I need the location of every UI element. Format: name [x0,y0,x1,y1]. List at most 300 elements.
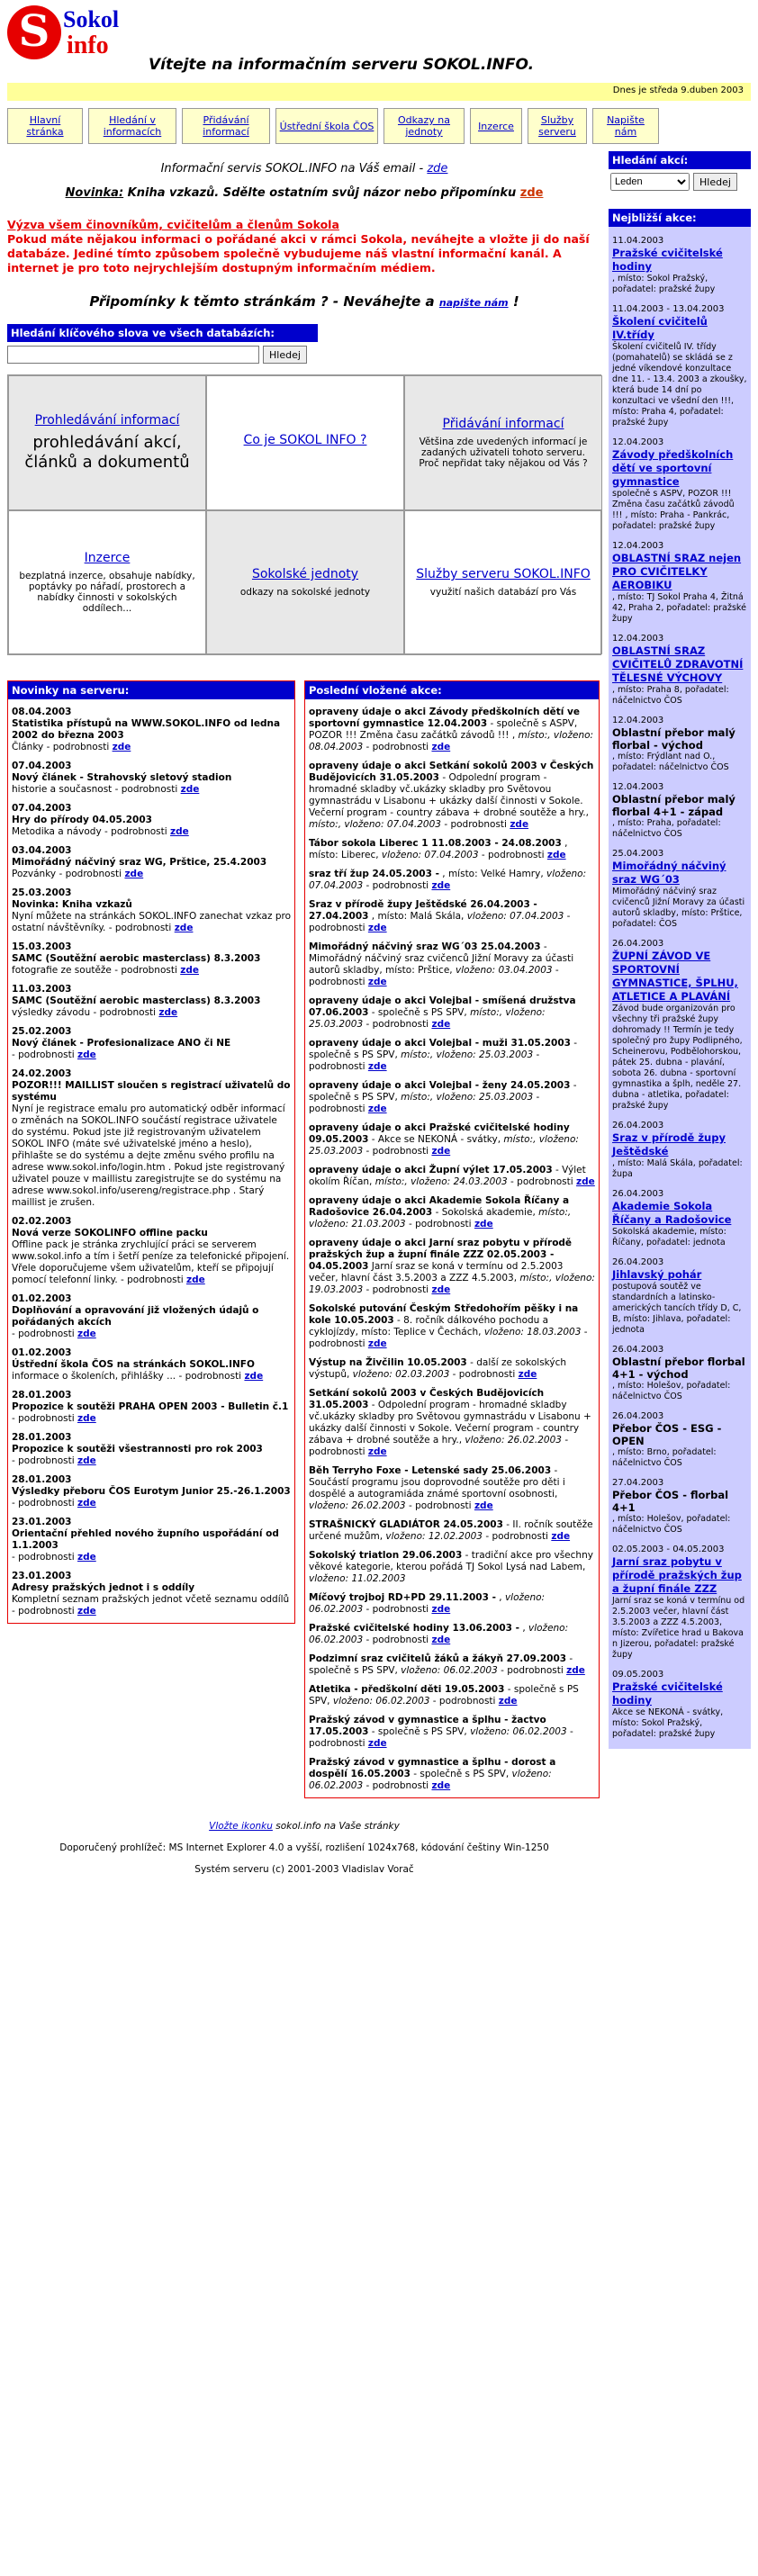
recent-headline: opraveny údaje o akci Volejbal - smíšená družstva 07.06.2003 [309,995,576,1018]
news-text: Metodika a návody - podrobnosti [12,826,171,837]
recent-item [305,1080,599,1115]
coje-link[interactable]: Co je SOKOL INFO ? [243,433,367,447]
recent-detail-link[interactable]: zde [367,1338,387,1349]
event-title-link[interactable]: Jihlavský pohár [612,1268,702,1281]
upcoming-events [609,209,751,1749]
recent-headline: Sokolské putování Českým Středohořím pěšky i na kole 10.05.2003 [309,1303,579,1326]
event-title-link[interactable]: Pražské cvičitelské hodiny [612,247,723,273]
nav-hlavni-stranka[interactable]: Hlavní stránka [7,108,83,144]
news-body [12,784,291,796]
recent-detail-link[interactable]: zde [367,923,387,933]
recent-item [305,1653,599,1677]
news-headline: Nový článek - Profesionalizace ANO či NE [12,1038,231,1049]
recent-meta: místo:, vloženo: 19.03.2003 [309,1273,595,1295]
news-text: Pozvánky - podrobnosti [12,869,125,879]
news-date: 25.03.2003 [12,887,72,898]
event-desc: , místo: TJ Sokol Praha 4, Žitná 42, Praha 2, pořadatel: pražské župy [612,592,746,624]
nav-inzerce[interactable]: Inzerce [470,108,522,144]
recent-meta: místo:, vloženo: 25.03.2003 [309,1007,546,1030]
recent-item [305,707,599,753]
event-date: 12.04.2003 [612,541,664,551]
recent-tail: - podrobnosti [309,1092,540,1114]
cell-inzerce [8,510,206,654]
news-body [12,826,291,838]
call-to-action [7,218,601,275]
upcoming-list [609,236,751,1740]
layout [7,151,751,1885]
event-item [609,1257,751,1336]
news-date: 02.02.2003 [12,1216,72,1227]
event-title: Přebor ČOS - florbal 4+1 [612,1489,729,1514]
recent-text: - společně s PS SPV, [309,1653,573,1676]
news-detail-link[interactable]: zde [77,1413,96,1424]
news-item [8,1571,294,1617]
news-headline: Propozice k soutěži všestrannosti pro rok 2003 [12,1444,263,1455]
news-text: Nyní můžete na stránkách SOKOL.INFO zanechat vzkaz pro ostatní návštěvníky. - podrobnosti [12,911,292,933]
recent-meta: místo:, vloženo: 25.03.2003 [401,1049,534,1060]
recent-item [305,1388,599,1458]
recent-item [305,1195,599,1230]
date-bar [7,83,751,101]
recent-text: - další ze sokolských výstupů, [309,1357,567,1380]
news-item [8,803,294,838]
event-title: Oblastní přebor malý florbal 4+1 - západ [612,793,735,818]
recent-detail-link[interactable]: zde [431,880,451,891]
event-date: 27.04.2003 [612,1478,664,1488]
nav-napiste-nam[interactable]: Napište nám [592,108,659,144]
event-desc: , místo: Frýdlant nad O., pořadatel: náčelnictvo ČOS [612,752,729,772]
news-date: 01.02.2003 [12,1293,72,1304]
jednoty-link[interactable]: Sokolské jednoty [251,567,359,581]
feedback-line [7,293,601,310]
recent-item [305,941,599,988]
footer-copyright: Systém serveru (c) 2001-2003 Vladislav Vorač [194,1864,414,1875]
recent-item [305,1519,599,1543]
news-item [8,761,294,796]
event-date: 26.04.2003 [612,1257,664,1267]
prohledavani-link[interactable]: Prohledávání informací [34,413,180,428]
event-title: Přebor ČOS - ESG - OPEN [612,1422,722,1447]
news-body [12,911,291,934]
news-item [8,1347,294,1383]
event-item [609,716,751,773]
news-body [12,1455,291,1467]
event-title-link[interactable]: ŽUPNÍ ZÁVOD VE SPORTOVNÍ GYMNASTICE, ŠPLHU, ATLETICE A PLAVÁNÍ [612,950,738,1003]
sluzby-link[interactable]: Služby serveru SOKOL.INFO [416,567,591,581]
recent-text: - společně s ASPV, POZOR !!! Změna času začátků závodů !!! , [309,718,578,741]
news-detail-link[interactable]: zde [185,1274,205,1285]
event-title-link[interactable]: OBLASTNÍ SRAZ nejen PRO CVIČITELKY AEROBIKU [612,552,742,591]
recent-detail-link[interactable]: zde [576,1176,595,1187]
prohledavani-desc: prohledávání akcí, článků a dokumentů [24,433,190,472]
sluzby-desc: využití našich databází pro Vás [429,587,577,598]
recent-meta: vloženo: 06.02.2003 [332,1696,430,1707]
news-body [12,1007,291,1019]
news-list [8,707,294,1617]
recent-headline: Sokolský triatlon 29.06.2003 [309,1550,463,1561]
recent-item [305,1165,599,1188]
event-title-link[interactable]: Závody předškolních dětí ve sportovní gymnastice [612,448,734,488]
guestbook-link[interactable]: zde [519,186,544,200]
recent-item [305,1038,599,1073]
current-date: Dnes je středa 9.duben 2003 [612,86,744,95]
event-item [609,849,751,930]
month-select[interactable] [610,173,690,191]
event-item [609,304,751,428]
news-detail-link[interactable]: zde [170,826,189,837]
recent-item [305,1238,599,1296]
news-date: 15.03.2003 [12,941,72,952]
recent-tail: - podrobnosti [309,1327,588,1349]
pridavani-desc: Většina zde uvedených informací je zadaných uživateli tohoto serveru. Proč nepřidat taky nějakou od Vás ? [419,437,588,469]
recent-detail-link[interactable]: zde [431,1019,451,1030]
news-detail-link[interactable]: zde [124,869,144,879]
event-date: 12.04.2003 [612,782,664,792]
recent-tail: - podrobnosti [363,1780,432,1791]
sokol-info-logo[interactable] [7,5,142,68]
recent-meta: vloženo: 06.02.2003 [309,1769,552,1791]
recent-meta: vloženo: 07.04.2003 [309,869,587,891]
nav-hledani[interactable]: Hledání v informacích [88,108,176,144]
event-date: 02.05.2003 - 04.05.2003 [612,1545,725,1554]
news-detail-link[interactable]: zde [158,1007,178,1018]
event-date: 12.04.2003 [612,437,664,447]
recent-headline: Pražský závod v gymnastice a šplhu - žactvo 17.05.2003 [309,1715,546,1737]
event-item [609,1545,751,1661]
news-headline: SAMC (Soutěžní aerobic masterclass) 8.3.2003 [12,953,261,964]
news-text: Nyní je registrace emalu pro automatický odběr informací o změnách na SOKOL.INFO součástí registrace uživatele do systému. Pokud jste již registrovaným uživatelem SOKOL INFO (máte své uživatelské jméno a heslo), přihlašte se do systému a dejte změnu svého profilu na adrese www.sokol.info/login.htm . Pokud jste registrovaný uživatel pouze v maillistu zaregistrujte se do systému na adrese www.sokol.info/usereng/registrace.php . Starý maillist je zrušen. [12,1103,285,1208]
recent-text: - tradiční akce pro všechny věkové kategorie, kterou pořádá TJ Sokol Lysá nad Labem, [309,1550,593,1572]
recent-tail: - podrobnosti [449,1369,519,1380]
main-nav [7,108,751,144]
news-detail-link[interactable]: zde [174,923,194,933]
recent-tail: - podrobnosti [363,1284,432,1295]
recent-item [305,1592,599,1616]
recent-detail-link[interactable]: zde [566,1665,585,1676]
recent-text: Jarní sraz se koná v termínu od 2.5.2003 večer, hlavní část 3.5.2003 a ZZZ 4.5.2003, [309,1261,564,1283]
event-title: Oblastní přebor malý florbal - východ [612,726,735,752]
news-announcement [7,186,601,200]
recent-tail: - podrobnosti [429,1696,499,1707]
recent-detail-link[interactable]: zde [431,1284,451,1295]
recent-headline: opraveny údaje o akci Volejbal - muži 31.05.2003 [309,1038,571,1049]
event-desc: postupová soutěž ve standardních a latinsko-amerických tancích třídy D, C, B, místo: Jihlava, pořadatel: jednota [612,1282,742,1335]
news-headline: Statistika přístupů na WWW.SOKOL.INFO od ledna 2002 do března 2003 [12,718,281,741]
news-detail-link[interactable]: zde [77,1606,96,1617]
news-body [12,742,291,753]
recent-item [305,1715,599,1750]
recent-detail-link[interactable]: zde [551,1531,571,1542]
news-detail-link[interactable]: zde [77,1455,96,1466]
event-item [609,1478,751,1536]
event-search-title: Hledání akcí: [609,151,751,169]
nav-odkazy[interactable]: Odkazy na jednoty [384,108,465,144]
event-title-link[interactable]: Akademie Sokola Říčany a Radošovice [612,1200,732,1226]
recent-detail-link[interactable]: zde [367,1738,387,1749]
recent-item [305,838,599,861]
event-date: 12.04.2003 [612,716,664,725]
recent-text: - Sokolská akademie, [432,1207,539,1218]
pridavani-link[interactable]: Přidávání informací [442,417,564,431]
keyword-search-body [7,342,318,367]
recent-meta: místo:, vloženo: 08.04.2003 [309,730,594,752]
call-to-action-text: Pokud máte nějakou informaci o pořádané akci v rámci Sokola, neváhejte a vložte ji do naší databáze. Jediné tímto způsobem společně vybudujeme náš vlastní informační kanál. A internet je pro toto nejrychlejším dostupným informačním médiem. [7,232,590,275]
keyword-search-button[interactable]: Hledej [263,346,307,364]
recent-item [305,1357,599,1381]
news-text: historie a současnost - podrobnosti [12,784,181,795]
event-item [609,782,751,840]
recent-tail: - podrobnosti [363,1146,432,1157]
news-detail-link[interactable]: zde [244,1371,264,1382]
footer-browser: Doporučený prohlížeč: MS Internet Explorer 4.0 a vyšší, rozlišení 1024x768, kódování češtiny Win-1250 [59,1842,549,1853]
news-text: Offline pack je stránka zrychlující práci se serverem www.sokol.info a tím i šetří peníze za telefonické připojení. Vřele doporučujeme všem uživatelům, kteří se připojují pomocí telefonní linky. - podrobnosti [12,1239,290,1285]
recent-item [305,995,599,1031]
write-us-link[interactable]: napište nám [438,297,509,309]
event-search-button[interactable]: Hledej [693,173,737,191]
recent-headline: opraveny údaje o akci Pražské cvičitelské hodiny 09.05.2003 [309,1122,570,1145]
event-desc: , místo: Praha 8, pořadatel: náčelnictvo ČOS [612,685,729,706]
news-body [12,1413,291,1425]
recent-detail-link[interactable]: zde [474,1219,493,1229]
news-detail-link[interactable]: zde [112,742,131,752]
recent-detail-link[interactable]: zde [367,977,387,987]
recent-meta: vloženo: 06.02.2003 [470,1726,567,1737]
recent-item [305,899,599,934]
news-headline: Mimořádný náčviný sraz WG, Prštice, 25.4.2003 [12,857,267,868]
recent-meta: vloženo: 06.02.2003 [401,1665,498,1676]
recent-text: - společně s PS SPV, [410,1769,512,1779]
nav-ustredni-skola[interactable]: Ústřední škola ČOS [275,108,378,144]
recent-text: - Mimořádný náčviný sraz cvičenců Jižní Moravy za účasti autorů skladby, místo: Prštice, [309,941,574,976]
recent-text: - společně s PS SPV, [309,1038,578,1060]
recent-text: - Odpolední program - hromadné skladby vč.ukázky skladby pro Světovou gymnastrádu v Lisabonu + ukázky další činnosti v Sokole. Večerní program - country zábava + drobné soutěže a hry., [309,772,589,818]
event-item [609,437,751,532]
recent-title: Poslední vložené akce: [305,681,599,699]
cell-jednoty [206,510,404,654]
recent-headline: Míčový trojboj RD+PD 29.11.2003 - [309,1592,496,1603]
jednoty-desc: odkazy na sokolské jednoty [239,587,371,598]
news-body [12,1049,291,1061]
recent-text: , [495,1592,505,1603]
keyword-search [7,324,318,367]
news-text: - podrobnosti [12,1413,77,1424]
recent-text: - 8. ročník dálkového pochodu a cyklojízdy, místo: Teplice v Čechách, [309,1315,549,1338]
recent-headline: opraveny údaje o akci Jarní sraz pobytu v přírodě pražských žup a župní finále ZZZ 02.05.2003 - 04.05.2003 [309,1238,573,1272]
recent-detail-link[interactable]: zde [431,1146,451,1157]
recent-detail-link[interactable]: zde [431,1780,451,1791]
event-date: 25.04.2003 [612,849,664,859]
recent-item [305,1465,599,1512]
recent-tail: - podrobnosti [309,1435,569,1457]
event-title-link[interactable]: Pražské cvičitelské hodiny [612,1680,723,1707]
recent-item [305,1550,599,1585]
news-text: - podrobnosti [12,1498,77,1509]
recent-tail: - podrobnosti [309,1726,573,1749]
news-item [8,941,294,977]
recent-meta: místo:, vloženo: 25.03.2003 [309,1134,579,1157]
recent-meta: místo:, vloženo: 24.03.2003 [374,1176,508,1187]
call-to-action-title: Výzva všem činovníkům, cvičitelům a členům Sokola [7,218,339,231]
recent-text: - Akce se NEKONÁ - svátky, [368,1134,504,1145]
event-desc: , místo: Holešov, pořadatel: náčelnictvo ČOS [612,1381,731,1401]
news-text: - podrobnosti [12,1049,77,1060]
recent-tail: - podrobnosti [405,1500,474,1511]
event-desc: Jarní sraz se koná v termínu od 2.5.2003 večer, hlavní část 3.5.2003 a ZZZ 4.5.2003, místo: Zvířetice hrad u Bakova n Jizerou, pořadatel: pražské župy [612,1596,745,1660]
recent-meta: vloženo: 26.02.2003 [309,1500,406,1511]
news-text: informace o školeních, přihlášky ... - podrobnosti [12,1371,245,1382]
recent-tail: - podrobnosti [507,1176,577,1187]
event-title-link[interactable]: Sraz v přírodě župy Ještědské [612,1131,726,1157]
recent-item [305,1684,599,1707]
recent-column [304,680,600,1798]
recent-text: - Součástí programu jsou doprovodné soutěže pro děti i dospělé a autogramiáda známé sportovní osobnosti, [309,1465,565,1500]
event-item [609,1121,751,1180]
recent-text: , místo: Velké Hamry, [438,869,546,879]
recent-detail-link[interactable]: zde [367,1061,387,1072]
recent-headline: Tábor sokola Liberec 1 11.08.2003 - 24.08.2003 [309,838,562,849]
news-body [12,965,291,977]
recent-headline: Pražský závod v gymnastice a šplhu - dorost a dospělí 16.05.2003 [309,1757,556,1779]
news-body [12,1239,291,1286]
event-desc: Akce se NEKONÁ - svátky, místo: Sokol Pražský, pořadatel: pražské župy [612,1707,724,1739]
event-title-link[interactable]: Jarní sraz pobytu v přírodě pražských žup a župní finále ZZZ [612,1555,742,1595]
recent-detail-link[interactable]: zde [510,819,529,830]
recent-text: - II. ročník soutěže určené mužům, [309,1519,593,1542]
novinka-text: Kniha vzkazů. Sdělte ostatním svůj názor nebo připomínku [123,186,520,200]
recent-text: , místo: Liberec, [309,838,568,860]
recent-tail: - podrobnosti [363,1019,432,1030]
event-title-link[interactable]: Mimořádný náčviný sraz WG´03 [612,860,726,886]
recent-tail: - podrobnosti [363,880,432,891]
news-item [8,707,294,753]
recent-detail-link[interactable]: zde [431,1604,451,1615]
event-desc: společně s ASPV, POZOR !!! Změna času začátků závodů !!! , místo: Praha - Pankrác, pořadatel: pražské župy [612,489,735,531]
recent-item [305,1757,599,1792]
recent-headline: opraveny údaje o akci Závody předškolních dětí ve sportovní gymnastice 12.04.2003 [309,707,580,729]
news-headline: Ústřední škola ČOS na stránkách SOKOL.INFO [12,1359,255,1370]
event-item [609,1411,751,1469]
footer [7,1820,601,1876]
cell-pridavani [404,375,602,510]
recent-tail: - podrobnosti [440,819,510,830]
recent-tail: - podrobnosti [483,1531,552,1542]
news-detail-link[interactable]: zde [180,965,199,976]
news-detail-link[interactable]: zde [77,1049,96,1060]
recent-meta: vloženo: 12.02.2003 [385,1531,483,1542]
recent-detail-link[interactable]: zde [474,1500,493,1511]
recent-text: , místo: Malá Skála, [368,911,467,922]
news-detail-link[interactable]: zde [180,784,200,795]
news-body [12,1552,291,1563]
news-item [8,887,294,934]
news-item [8,1068,294,1209]
event-title: Oblastní přebor florbal 4+1 - východ [612,1356,745,1381]
news-detail-link[interactable]: zde [77,1498,96,1509]
recent-tail: - podrobnosti [309,911,571,933]
recent-headline: Setkání sokolů 2003 v Českých Budějovicích 31.05.2003 [309,1388,545,1410]
event-desc: , místo: Sokol Pražský, pořadatel: pražské župy [612,274,716,294]
footer-icon-text: sokol.info na Vaše stránky [272,1821,400,1832]
event-item [609,236,751,295]
event-title-link[interactable]: OBLASTNÍ SRAZ CVIČITELŮ ZDRAVOTNÍ TĚLESNÉ VÝCHOVY [612,644,744,684]
keyword-search-input[interactable] [7,346,259,364]
recent-detail-link[interactable]: zde [431,1635,451,1645]
news-body [12,1371,291,1383]
news-detail-link[interactable]: zde [77,1552,96,1563]
recent-meta: vloženo: 06.02.2003 [309,1592,546,1615]
recent-text: - Výlet okolím Říčan, [309,1165,586,1187]
recent-tail: - podrobnosti [478,850,547,860]
news-date: 07.04.2003 [12,761,72,771]
logo-word-sokol: Sokol [63,6,120,32]
cell-coje [206,375,404,510]
recent-detail-link[interactable]: zde [518,1369,537,1380]
recent-headline: opraveny údaje o akci Volejbal - ženy 24.05.2003 [309,1080,571,1091]
recent-detail-link[interactable]: zde [498,1696,518,1707]
recent-item [305,1623,599,1646]
event-desc: , místo: Praha, pořadatel: náčelnictvo ČOS [612,818,721,839]
recent-text: - společně s PS SPV, [368,1007,471,1018]
recent-tail: - podrobnosti [405,1219,474,1229]
event-item [609,1670,751,1740]
news-detail-link[interactable]: zde [77,1329,96,1339]
inzerce-desc: bezplatná inzerce, obsahuje nabídky, poptávky po nářadí, prostorech a nabídky činnosti v sokolských oddílech... [19,571,195,614]
recent-detail-link[interactable]: zde [546,850,566,860]
event-title-link[interactable]: Školení cvičitelů IV.třídy [612,315,708,341]
news-item [8,1390,294,1425]
recent-headline: Sraz v přírodě župy Ještědské 26.04.2003 - 27.04.2003 [309,899,537,922]
recent-headline: Běh Terryho Foxe - Letenské sady 25.06.2003 [309,1465,552,1476]
logo-circle [7,5,61,59]
recent-meta: místo:, vloženo: 21.03.2003 [309,1207,572,1229]
event-desc: Mimořádný náčviný sraz cvičenců Jižní Moravy za účasti autorů skladby, místo: Prštice, pořadatel: ČOS [612,887,745,929]
news-headline: Orientační přehled nového župního uspořádání od 1.1.2003 [12,1528,279,1551]
event-date: 09.05.2003 [612,1670,664,1680]
recent-meta: vloženo: 26.02.2003 [465,1435,562,1446]
news-box [7,680,295,1624]
news-item [8,845,294,880]
recent-detail-link[interactable]: zde [431,742,451,752]
recent-text: - společně s PS SPV, [368,1726,471,1737]
recent-headline: Výstup na Živčilin 10.05.2003 [309,1357,467,1368]
news-text: - podrobnosti [12,1455,77,1466]
recent-item [305,1122,599,1157]
recent-text: - společně s PS SPV, [309,1684,579,1707]
news-date: 11.03.2003 [12,984,72,995]
insert-icon-link[interactable]: Vložte ikonku [209,1821,273,1832]
header [0,0,758,83]
news-headline: POZOR!!! MAILLIST sloučen s registrací uživatelů do systému [12,1080,291,1103]
news-item [8,1216,294,1286]
news-headline: Hry do přírody 04.05.2003 [12,815,152,825]
event-desc: Sokolská akademie, místo: Říčany, pořadatel: jednota [612,1227,726,1247]
event-date: 26.04.2003 [612,1345,664,1355]
news-item [8,1474,294,1509]
recent-detail-link[interactable]: zde [367,1103,387,1114]
recent-detail-link[interactable]: zde [367,1446,387,1457]
nav-sluzby[interactable]: Služby serveru [528,108,587,144]
recent-tail: - podrobnosti [363,742,432,752]
email-service [7,162,601,176]
recent-meta: vloženo: 07.04.2003 [466,911,564,922]
recent-tail: - podrobnosti [309,1049,540,1072]
event-date: 11.04.2003 - 13.04.2003 [612,304,725,314]
inzerce-link[interactable]: Inzerce [84,551,131,565]
nav-pridavani[interactable]: Přidávání informací [182,108,270,144]
event-desc: , místo: Malá Skála, pořadatel: župa [612,1158,743,1179]
news-item [8,1432,294,1467]
email-service-link[interactable]: zde [427,162,448,176]
